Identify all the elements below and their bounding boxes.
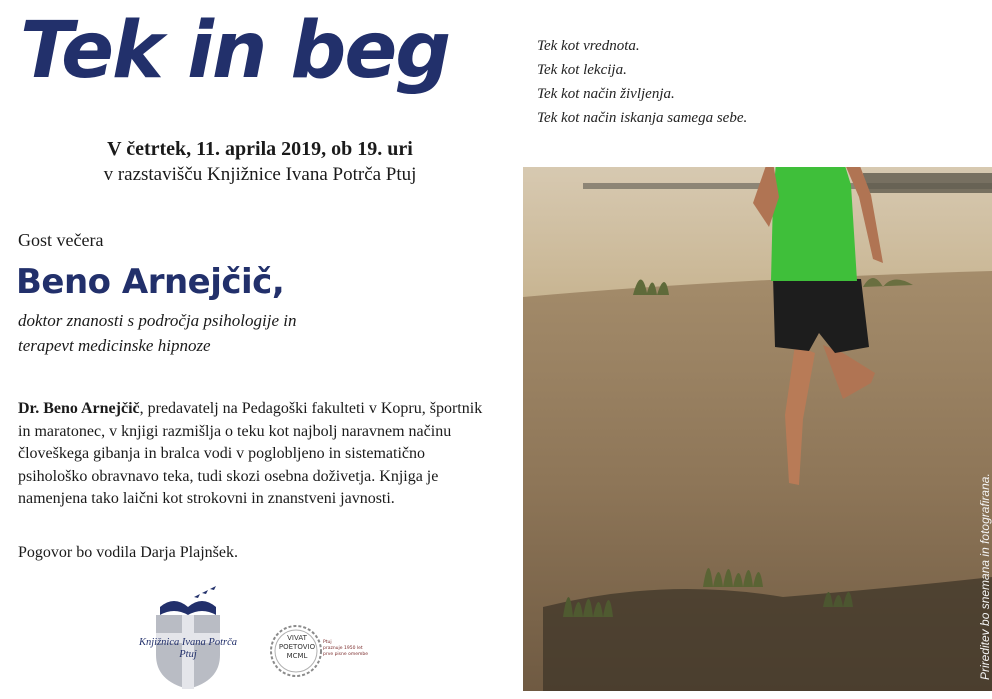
photo-credit: Prireditev bo snemana in fotografirana.	[978, 473, 992, 680]
guest-label: Gost večera	[18, 230, 104, 250]
library-name: Knjižnica Ivana Potrča	[139, 637, 237, 648]
vivat-side-1: Ptuj	[323, 640, 332, 645]
library-logo-text	[132, 637, 244, 661]
guest-title	[18, 308, 296, 358]
quote-line-1: Tek kot vrednota.	[537, 38, 640, 54]
vivat-side-text	[323, 640, 373, 658]
quotes-block	[537, 34, 747, 130]
library-city: Ptuj	[179, 649, 197, 660]
quote-line-2: Tek kot lekcija.	[537, 62, 627, 78]
quote-line-3: Tek kot način življenja.	[537, 86, 675, 102]
vivat-line-3: MCML	[286, 652, 308, 660]
vivat-side-2: praznuje 1950 let	[323, 646, 363, 651]
guest-title-line-1: doktor znanosti s področja psihologije in	[18, 311, 297, 330]
vivat-line-1: VIVAT	[287, 634, 307, 642]
event-venue: v razstavišču Knjižnice Ivana Potrča Ptuj	[103, 164, 417, 185]
vivat-side-3: prve pisne omembe	[323, 652, 368, 657]
vivat-poetovio-logo	[265, 622, 375, 680]
bio-name: Dr. Beno Arnejčič	[18, 400, 140, 417]
library-logo	[132, 585, 244, 691]
quote-line-4: Tek kot način iskanja samega sebe.	[537, 110, 748, 126]
guest-title-line-2: terapevt medicinske hipnoze	[18, 336, 211, 355]
vivat-line-2: POETOVIO	[278, 643, 316, 651]
vivat-ring-text	[277, 634, 317, 661]
event-title: Tek in beg	[20, 6, 450, 96]
event-date: V četrtek, 11. aprila 2019, ob 19. uri	[107, 138, 413, 160]
guest-name: Beno Arnejčič,	[16, 262, 285, 302]
runner-photo	[523, 167, 992, 691]
bio-text: , predavatelj na Pedagoški fakulteti v Kopru, športnik in maratonec, v knjigi razmišlja o teku kot najbolj naravnem načinu človeškega gibanja in bralca vodi v poglobljeno in sistematično psihološko obravnavo teka, tudi skozi osebna doživetja. Knjiga je namenjena tako laični kot strokovni in znanstveni javnosti.	[18, 400, 483, 507]
bio-paragraph	[18, 398, 498, 511]
moderator-note: Pogovor bo vodila Darja Plajnšek.	[18, 544, 238, 561]
